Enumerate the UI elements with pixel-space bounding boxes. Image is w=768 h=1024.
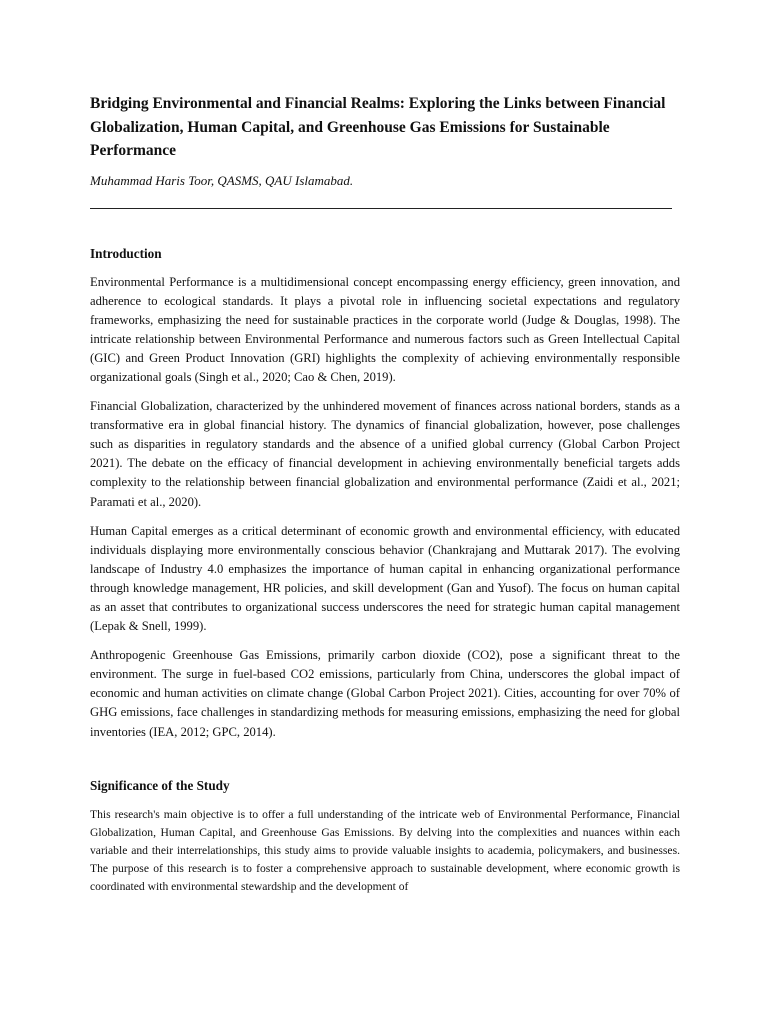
introduction-paragraph-3: Human Capital emerges as a critical determinant of economic growth and environmental efficiency, with educated individuals displaying more environmentally conscious behavior (Chankrajang and Muttarak 2017). The evolving landscape of Industry 4.0 emphasizes the importance of human capital in enhancing organizational performance through knowledge management, HR policies, and skill development (Gan and Yusof). The focus on human capital as an asset that contributes to organizational success underscores the need for strategic human capital management (Lepak & Snell, 1999). [90, 523, 680, 634]
introduction-heading: Introduction [90, 245, 162, 261]
introduction-paragraph-1: Environmental Performance is a multidimensional concept encompassing energy efficiency, green innovation, and adherence to ecological standards. It plays a pivotal role in influencing societal expectations and regulatory frameworks, emphasizing the need for sustainable practices in the corporate world (Judge & Douglas, 1998). The intricate relationship between Environmental Performance and numerous factors such as Green Intellectual Capital (GIC) and Green Product Innovation (GRI) highlights the complexity of achieving environmentally responsible organizational goals (Singh et al., 2020; Cao & Chen, 2019). [90, 274, 680, 384]
significance-paragraph: This research's main objective is to offer a full understanding of the intricate web of Environmental Performance, Financial Globalization, Human Capital, and Greenhouse Gas Emissions. By delving into the complexities and nuances within each variable and their interrelationships, this study aims to provide valuable insights to academia, policymakers, and businesses. The purpose of this research is to foster a comprehensive approach to sustainable development, where economic growth is coordinated with environmental stewardship and the development of [90, 807, 680, 894]
introduction-paragraph-4: Anthropogenic Greenhouse Gas Emissions, primarily carbon dioxide (CO2), pose a significant threat to the environment. The surge in fuel-based CO2 emissions, particularly from China, underscores the global impact of economic and human activities on climate change (Global Carbon Project 2021). Cities, accounting for over 70% of GHG emissions, face challenges in standardizing methods for measuring emissions, emphasizing the need for global inventories (IEA, 2012; GPC, 2014). [90, 648, 680, 739]
document-title: Bridging Environmental and Financial Realms: Exploring the Links between Financial Globalization, Human Capital, and Greenhouse Gas Emissions for Sustainable Performance [90, 95, 666, 159]
introduction-paragraph-2: Financial Globalization, characterized by the unhindered movement of finances across national borders, stands as a transformative era in global financial history. The dynamics of financial globalization, however, pose challenges such as disparities in regulatory standards and the absence of a unified global currency (Global Carbon Project 2021). The debate on the efficacy of financial development in achieving environmentally beneficial targets adds complexity to the relationship between financial globalization and environmental performance (Zaidi et al., 2021; Paramati et al., 2020). [90, 399, 680, 509]
document-page [90, 92, 680, 897]
significance-heading: Significance of the Study [90, 777, 230, 793]
author-line: Muhammad Haris Toor, QASMS, QAU Islamabad. [90, 172, 354, 188]
title-divider [90, 208, 672, 209]
